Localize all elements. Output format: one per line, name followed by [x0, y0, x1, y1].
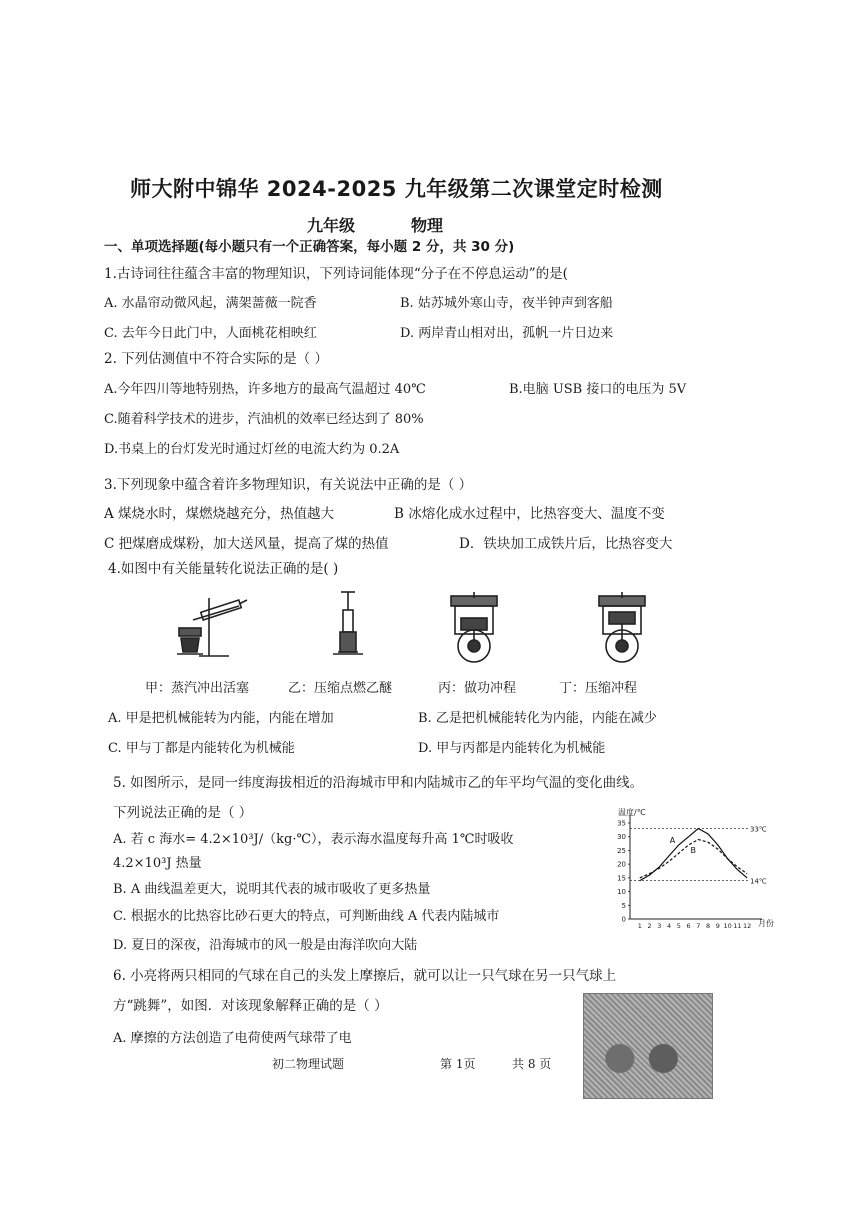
chart-x-tick-label: 6: [686, 922, 691, 930]
chart-y-tick-label: 10: [617, 888, 626, 897]
section-heading: 一、单项选择题(每小题只有一个正确答案，每小题 2 分，共 30 分): [104, 239, 515, 255]
figure-jia-steam-test-tube: [173, 592, 253, 664]
chart-y-tick-label: 5: [621, 901, 626, 910]
chart-x-tick-label: 1: [637, 922, 642, 930]
question-5-option-d: D. 夏日的深夜，沿海城市的风一般是由海洋吹向大陆: [113, 938, 418, 953]
question-4-option-b: B. 乙是把机械能转化为内能，内能在减少: [418, 711, 657, 726]
chart-y-tick-label: 20: [617, 860, 626, 869]
question-6-option-a: A. 摩擦的方法创造了电荷使两气球带了电: [113, 1031, 352, 1046]
question-5-option-c: C. 根据水的比热容比砂石更大的特点，可判断曲线 A 代表内陆城市: [113, 909, 500, 924]
chart-x-tick-label: 5: [676, 922, 681, 930]
chart-reference-label: 33℃: [750, 825, 767, 834]
footer-title: 初二物理试题: [272, 1057, 345, 1071]
chart-series-label: B: [690, 845, 697, 855]
question-6-stem: 6. 小亮将两只相同的气球在自己的头发上摩擦后，就可以让一只气球在另一只气球上: [113, 968, 617, 984]
question-5-option-b: B. A 曲线温差更大，说明其代表的城市吸收了更多热量: [113, 882, 431, 897]
figure-bing-power-stroke: [441, 592, 507, 664]
question-1-stem: 1.古诗词往往蕴含丰富的物理知识，下列诗词能体现“分子在不停息运动”的是(: [104, 266, 568, 282]
subject-label: 物理: [411, 216, 444, 235]
chart-y-tick-label: 0: [621, 915, 626, 924]
question-3-option-d: D．铁块加工成铁片后，比热容变大: [459, 536, 673, 552]
chart-x-tick-label: 12: [742, 922, 752, 930]
chart-y-axis-label: 温度/℃: [618, 808, 646, 817]
question-5-stem: 5. 如图所示，是同一纬度海拔相近的沿海城市甲和内陆城市乙的年平均气温的变化曲线。: [113, 775, 644, 791]
balloons-photo: [583, 993, 713, 1099]
chart-x-tick-label: 2: [647, 922, 652, 930]
question-4-option-a: A. 甲是把机械能转为内能，内能在增加: [108, 711, 334, 726]
chart-series-label: A: [669, 835, 676, 845]
question-1-option-d: D. 两岸青山相对出，孤帆一片日边来: [400, 326, 614, 341]
chart-x-tick-label: 4: [666, 922, 672, 930]
caption-ding: 丁：压缩冲程: [559, 681, 638, 696]
question-5-option-a: A. 若 c 海水= 4.2×10³J/（kg·℃），表示海水温度每升高 1℃时吸收: [113, 832, 514, 847]
chart-x-tick-label: 9: [715, 922, 720, 930]
grade-label: 九年级: [307, 216, 356, 235]
caption-jia: 甲：蒸汽冲出活塞: [145, 681, 250, 696]
question-3-option-b: B 冰熔化成水过程中，比热容变大、温度不变: [394, 506, 665, 522]
question-5-stem-2: 下列说法正确的是（ ）: [113, 805, 253, 821]
question-2-option-c: C.随着科学技术的进步，汽油机的效率已经达到了 80%: [104, 412, 424, 427]
question-4-option-d: D. 甲与丙都是内能转化为机械能: [418, 741, 606, 756]
question-2-option-b: B.电脑 USB 接口的电压为 5V: [509, 382, 687, 397]
question-2-stem: 2. 下列估测值中不符合实际的是（ ）: [104, 351, 328, 367]
chart-y-tick-label: 30: [617, 833, 626, 842]
question-2-option-a: A.今年四川等地特别热，许多地方的最高气温超过 40℃: [104, 382, 426, 397]
chart-x-axis-label: 月份: [758, 919, 774, 928]
question-5-option-a-cont: 4.2×10³J 热量: [113, 856, 202, 871]
question-2-option-d: D.书桌上的台灯发光时通过灯丝的电流大约为 0.2A: [104, 442, 400, 457]
chart-y-tick-label: 35: [617, 819, 626, 828]
figure-ding-compression-stroke: [589, 592, 655, 664]
chart-x-tick-label: 10: [723, 922, 732, 930]
question-6-stem-2: 方“跳舞”，如图．对该现象解释正确的是（ ）: [113, 998, 388, 1014]
question-4-stem: 4.如图中有关能量转化说法正确的是( ): [108, 561, 339, 577]
temperature-chart: [600, 804, 780, 936]
chart-x-tick-label: 8: [706, 922, 711, 930]
footer-page: 第 1页: [440, 1057, 476, 1071]
exam-title: 师大附中锦华 2024-2025 九年级第二次课堂定时检测: [130, 177, 663, 201]
chart-x-tick-label: 7: [696, 922, 701, 930]
chart-x-tick-label: 3: [657, 922, 662, 930]
figure-yi-compression-ignition: [323, 588, 373, 664]
caption-bing: 丙：做功冲程: [438, 681, 517, 696]
chart-y-tick-label: 25: [617, 846, 626, 855]
question-1-option-a: A. 水晶帘动微风起，满架蔷薇一院香: [104, 296, 317, 311]
question-3-option-a: A 煤烧水时，煤燃烧越充分，热值越大: [104, 506, 335, 522]
question-1-option-c: C. 去年今日此门中，人面桃花相映红: [104, 326, 317, 341]
question-1-option-b: B. 姑苏城外寒山寺，夜半钟声到客船: [400, 296, 613, 311]
chart-reference-label: 14℃: [750, 877, 767, 886]
question-3-option-c: C 把煤磨成煤粉，加大送风量，提高了煤的热值: [104, 536, 389, 552]
question-4-option-c: C. 甲与丁都是内能转化为机械能: [108, 741, 295, 756]
chart-x-tick-label: 11: [733, 922, 742, 930]
chart-y-tick-label: 15: [617, 874, 626, 883]
question-3-stem: 3.下列现象中蕴含着许多物理知识，有关说法中正确的是（ ）: [104, 477, 473, 493]
caption-yi: 乙：压缩点燃乙醚: [288, 681, 393, 696]
footer-total: 共 8 页: [512, 1057, 552, 1071]
